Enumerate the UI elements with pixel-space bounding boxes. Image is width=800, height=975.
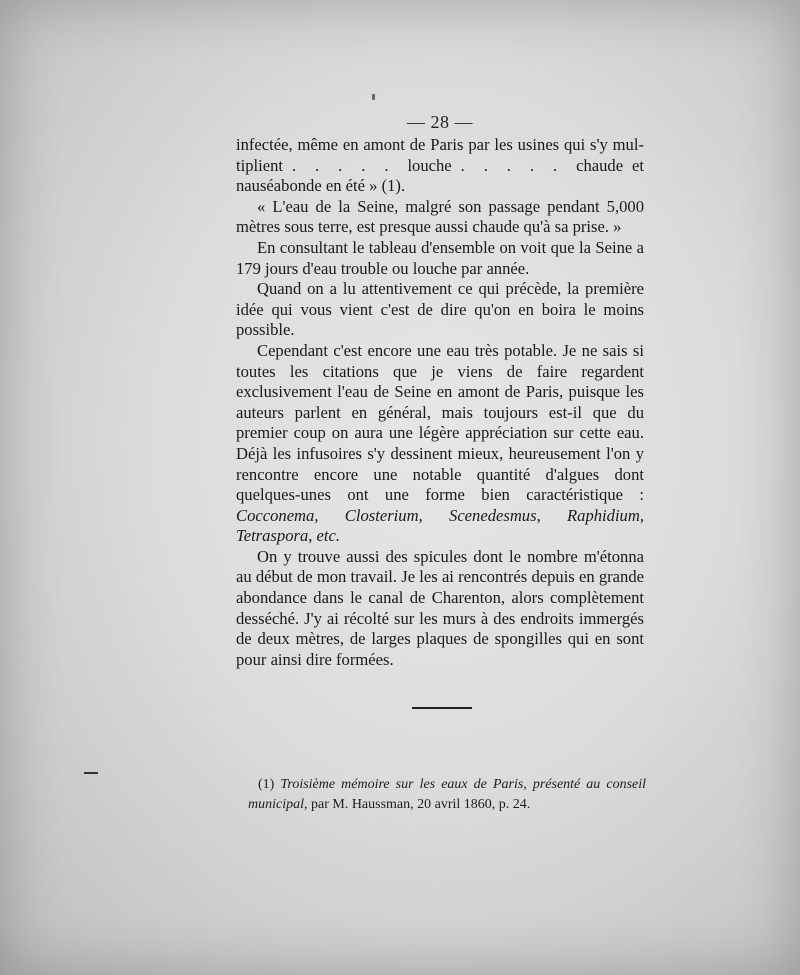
margin-mark — [84, 772, 98, 774]
p1-line-3: nauséabonde en été » (1). — [236, 176, 406, 196]
p5-sep-3: , — [536, 505, 568, 525]
paragraph-4: Quand on a lu attentivement ce qui précède, la première idée qui vous vient c'est de dire qu'on en boira le moins possible. — [236, 279, 644, 340]
p5-sep-5: , — [308, 526, 317, 546]
footnote-divider — [412, 707, 472, 709]
p1-word-chaude: chaude et — [576, 155, 644, 175]
p5-italic-2: Closterium — [344, 505, 419, 525]
paragraph-2: « L'eau de la Seine, malgré son passage pendant 5,000 mètres sous terre, est presque aussi chaude qu'à sa prise. » — [236, 196, 644, 237]
body-text — [236, 135, 644, 670]
p1-line-2: tiplient — [236, 155, 284, 175]
paragraph-5 — [236, 341, 644, 547]
p1-word-louche: louche — [407, 155, 452, 175]
p5-italic-1: Cocconema — [236, 505, 315, 525]
p1-leaders-1: . . . . . — [291, 155, 408, 175]
p5-italic-4: Raphidium — [567, 505, 640, 525]
p5-sep-1: , — [314, 505, 345, 525]
footnote-marker: (1) — [258, 777, 275, 792]
p5-italic-6: etc. — [316, 526, 341, 546]
footnote — [248, 775, 646, 815]
ink-speck — [372, 94, 375, 100]
paragraph-3: En consultant le tableau d'ensemble on voit que la Seine a 179 jours d'eau trouble ou louche par année. — [236, 237, 644, 278]
paragraph-1 — [236, 135, 644, 197]
p5-sep-2: , — [418, 505, 450, 525]
p1-leaders-2: . . . . . — [460, 155, 577, 175]
page-number: — 28 — — [407, 112, 473, 132]
p5-italic-3: Scenedesmus — [449, 505, 537, 525]
footnote-title: Troisième mémoire sur les eaux de Paris, présenté au conseil municipal, — [248, 777, 647, 812]
paragraph-6: On y trouve aussi des spicules dont le nombre m'étonna au début de mon travail. Je les ai rencontrés depuis en grande abondance dans le canal de Charenton, alors complètement desséché. J'y ai récolté sur les murs à des endroits immergés de deux mètres, de larges plaques de spongilles qui en sont pour ainsi dire formées. — [236, 546, 644, 669]
p5-sep-4: , — [639, 505, 644, 525]
p1-line-1: infectée, même en amont de Paris par les usines qui s'y mul- — [236, 135, 644, 154]
p5-text: Cependant c'est encore une eau très potable. Je ne sais si toutes les citations que je viens de faire regardent exclusivement l'eau de Seine en amont de Paris, puisque les auteurs parlent en général, mais toujours est-il que du premier coup on aura une légère appréciation sur cette eau. Déjà les infusoires s'y dessinent mieux, heureusement l'on y rencontre encore une notable quantité d'algues dont quelques-unes ont une forme bien caractéristique : — [236, 340, 644, 505]
p5-italic-5: Tetraspora — [236, 526, 309, 546]
footnote-source: par M. Haussman, 20 avril 1860, p. 24. — [307, 797, 531, 812]
